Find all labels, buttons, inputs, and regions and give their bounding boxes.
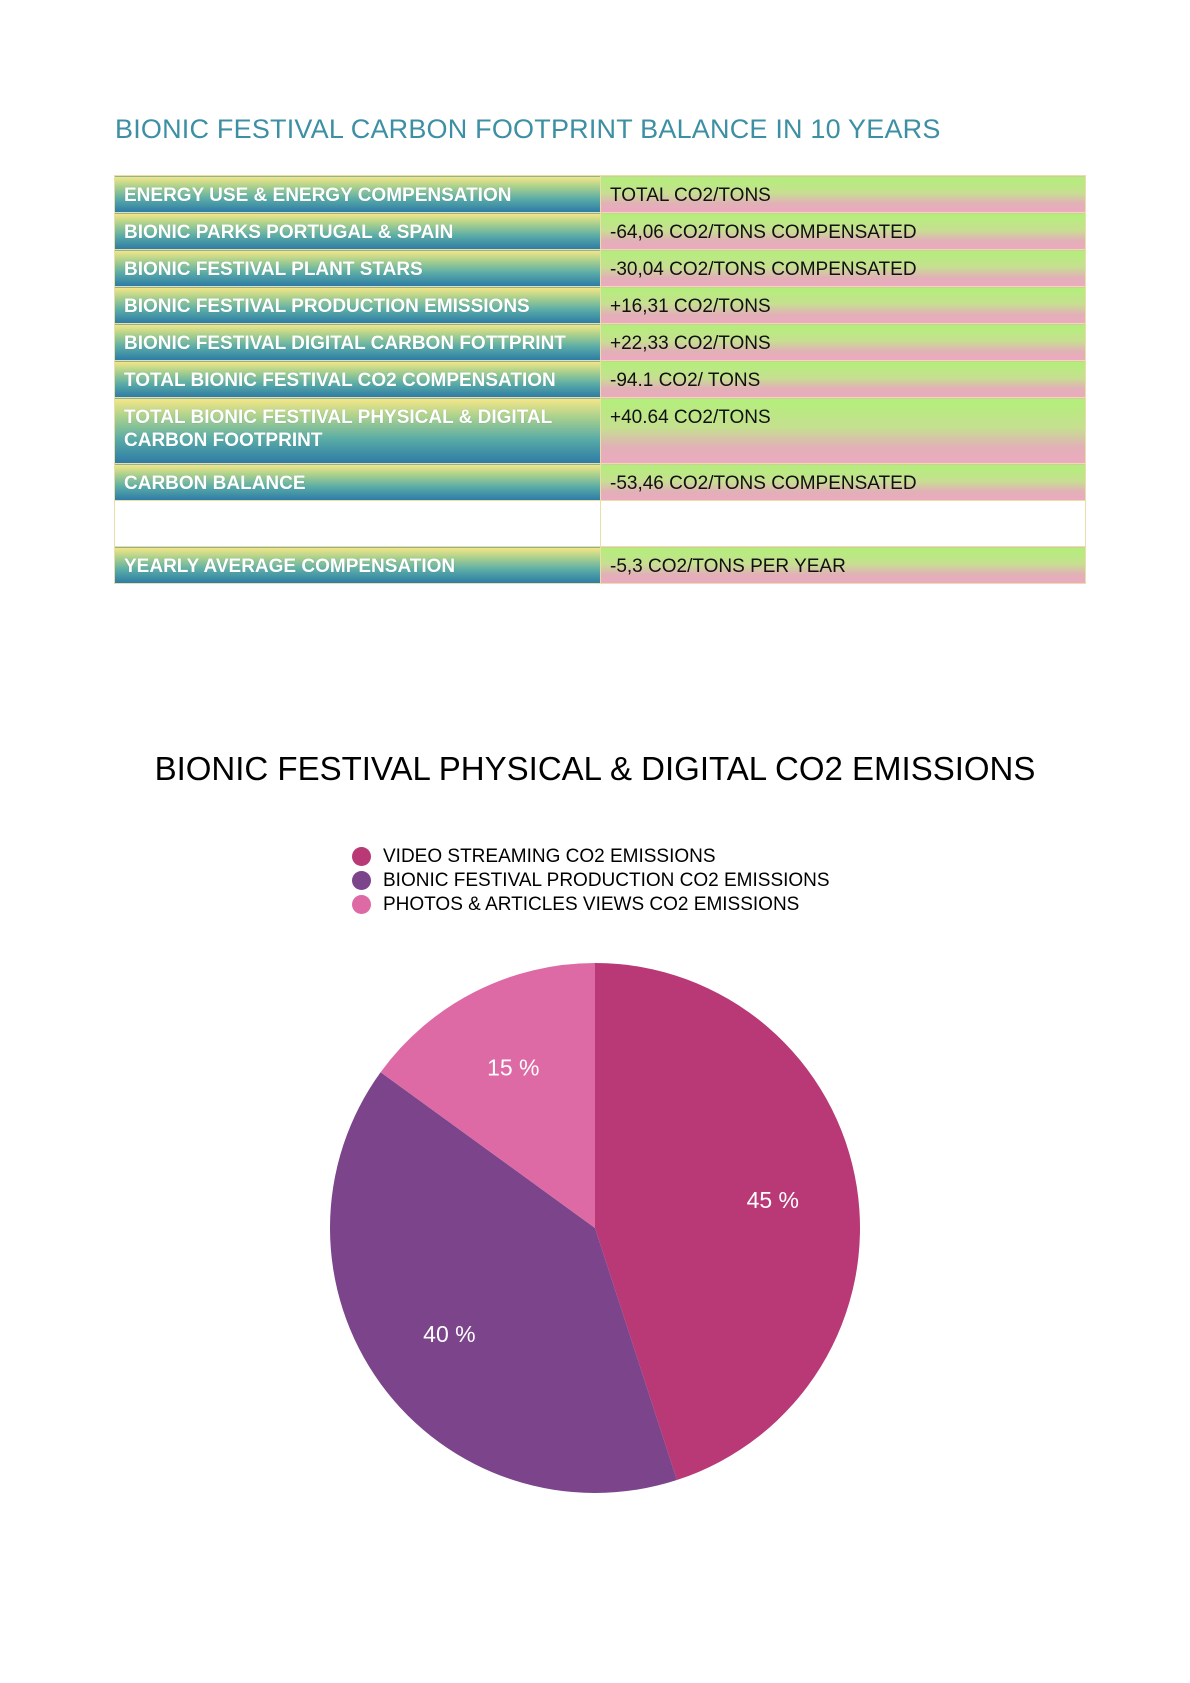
table-row: [115, 287, 1086, 324]
table-row: [115, 324, 1086, 361]
row-label: BIONIC PARKS PORTUGAL & SPAIN: [115, 213, 601, 250]
row-value: +22,33 CO2/TONS: [601, 324, 1086, 361]
row-value: -94.1 CO2/ TONS: [601, 361, 1086, 398]
row-value: -53,46 CO2/TONS COMPENSATED: [601, 464, 1086, 501]
pie-data-label: 45 %: [746, 1186, 800, 1213]
row-label: BIONIC FESTIVAL PLANT STARS: [115, 250, 601, 287]
carbon-balance-table: [114, 175, 1086, 584]
table-row: [115, 213, 1086, 250]
row-value: -64,06 CO2/TONS COMPENSATED: [601, 213, 1086, 250]
table-row: [115, 464, 1086, 501]
table-title: BIONIC FESTIVAL CARBON FOOTPRINT BALANCE IN 10 YEARS: [115, 114, 941, 144]
row-value: [601, 501, 1086, 547]
legend-label: BIONIC FESTIVAL PRODUCTION CO2 EMISSIONS: [383, 870, 830, 891]
row-value: +16,31 CO2/TONS: [601, 287, 1086, 324]
pie-data-label: 40 %: [423, 1320, 476, 1347]
table-row: [115, 250, 1086, 287]
pie-data-label: 15 %: [487, 1054, 540, 1081]
row-label: [115, 501, 601, 547]
row-value: TOTAL CO2/TONS: [601, 176, 1086, 213]
legend-swatch: [352, 871, 371, 890]
row-label: ENERGY USE & ENERGY COMPENSATION: [115, 176, 601, 213]
legend-swatch: [352, 895, 371, 914]
table-row: [115, 547, 1086, 584]
legend-swatch: [352, 847, 371, 866]
row-value: +40.64 CO2/TONS: [601, 398, 1086, 464]
row-value: -30,04 CO2/TONS COMPENSATED: [601, 250, 1086, 287]
legend-label: VIDEO STREAMING CO2 EMISSIONS: [383, 846, 716, 867]
table-row: [115, 176, 1086, 213]
table-row: [115, 361, 1086, 398]
row-label: YEARLY AVERAGE COMPENSATION: [115, 547, 601, 584]
legend-label: PHOTOS & ARTICLES VIEWS CO2 EMISSIONS: [383, 894, 800, 915]
table-row: [115, 398, 1086, 464]
row-label: BIONIC FESTIVAL DIGITAL CARBON FOTTPRINT: [115, 324, 601, 361]
chart-title: BIONIC FESTIVAL PHYSICAL & DIGITAL CO2 EMISSIONS: [154, 750, 1036, 787]
row-label: BIONIC FESTIVAL PRODUCTION EMISSIONS: [115, 287, 601, 324]
row-label: TOTAL BIONIC FESTIVAL PHYSICAL & DIGITAL CARBON FOOTPRINT: [115, 398, 601, 464]
row-label: CARBON BALANCE: [115, 464, 601, 501]
table-row-empty: [115, 501, 1086, 547]
row-value: -5,3 CO2/TONS PER YEAR: [601, 547, 1086, 584]
row-label: TOTAL BIONIC FESTIVAL CO2 COMPENSATION: [115, 361, 601, 398]
